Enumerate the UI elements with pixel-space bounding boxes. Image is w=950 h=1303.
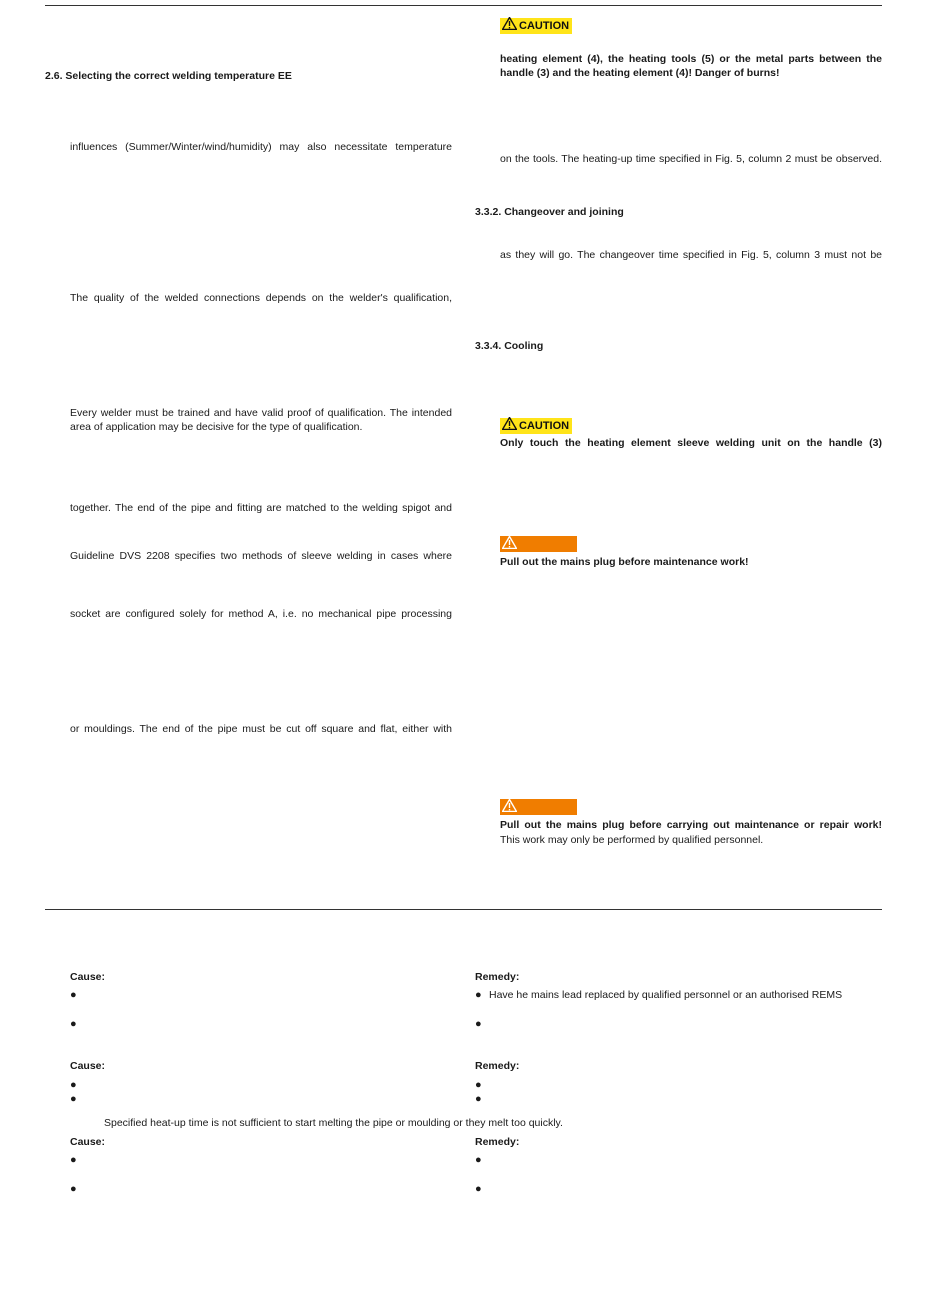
caution-label-1: [500, 18, 572, 34]
fault2-cause-label: Cause:: [70, 1060, 106, 1072]
fault2-remedy-label: Remedy:: [475, 1060, 520, 1072]
paragraph-changeover: as they will go. The changeover time specified in Fig. 5, column 3 must not be: [500, 249, 882, 261]
paragraph-heatup-time: on the tools. The heating-up time specified in Fig. 5, column 2 must be observed.: [500, 153, 882, 165]
warning-label-1: [500, 536, 577, 552]
top-rule: [45, 5, 882, 6]
fault3-remedy-bullet-2: ●: [475, 1183, 482, 1195]
paragraph-temperature-influences: influences (Summer/Winter/wind/humidity) may also necessitate temperature: [70, 141, 452, 153]
fault3-cause-bullet-1: ●: [70, 1154, 77, 1166]
fault1-remedy-bullet-2: ●: [475, 1018, 482, 1030]
section-heading-2-6: 2.6. Selecting the correct welding temperature EE: [45, 70, 292, 82]
paragraph-pipe-fitting: together. The end of the pipe and fitting are matched to the welding spigot and: [70, 502, 452, 514]
fault2-remedy-bullet-2: ●: [475, 1093, 482, 1105]
fault3-remedy-label: Remedy:: [475, 1136, 520, 1148]
fault1-remedy-label: Remedy:: [475, 971, 520, 983]
warning-triangle-icon: [502, 799, 517, 815]
heading-3-3-2: 3.3.2. Changeover and joining: [475, 206, 624, 218]
caution1-line1: heating element (4), the heating tools (5) or the metal parts between the: [500, 53, 882, 65]
paragraph-method-a: socket are configured solely for method A, i.e. no mechanical pipe processing: [70, 608, 452, 620]
fault1-cause-bullet-1: ●: [70, 989, 77, 1001]
warning2-subtext: This work may only be performed by qualified personnel.: [500, 834, 764, 846]
fault3-heading: Specified heat-up time is not sufficient to start melting the pipe or moulding or they melt too quickly.: [104, 1117, 563, 1129]
fault2-remedy-bullet-1: ●: [475, 1079, 482, 1091]
warning-triangle-icon: [502, 17, 519, 35]
warning2-text: Pull out the mains plug before carrying out maintenance or repair work!: [500, 819, 882, 831]
fault1-remedy-bullet-1: ●: [475, 989, 482, 1001]
caution-text: CAUTION: [519, 420, 570, 432]
heading-3-3-4: 3.3.4. Cooling: [475, 340, 544, 352]
warning-label-2: [500, 799, 577, 815]
paragraph-weld-quality: The quality of the welded connections depends on the welder's qualification,: [70, 292, 452, 304]
paragraph-qualification-line1: Every welder must be trained and have valid proof of qualification. The intended: [70, 407, 452, 419]
fault2-cause-bullet-2: ●: [70, 1093, 77, 1105]
paragraph-qualification-line2: area of application may be decisive for the type of qualification.: [70, 421, 363, 433]
section-rule: [45, 909, 882, 910]
paragraph-pipe-cut: or mouldings. The end of the pipe must be cut off square and flat, either with: [70, 723, 452, 735]
warning-triangle-icon: [502, 417, 519, 435]
caution-text: CAUTION: [519, 20, 570, 32]
caution-label-2: [500, 418, 572, 434]
fault2-cause-bullet-1: ●: [70, 1079, 77, 1091]
fault1-cause-bullet-2: ●: [70, 1018, 77, 1030]
warning1-text: Pull out the mains plug before maintenance work!: [500, 556, 749, 568]
warning-triangle-icon: [502, 536, 517, 552]
fault3-remedy-bullet-1: ●: [475, 1154, 482, 1166]
fault3-cause-bullet-2: ●: [70, 1183, 77, 1195]
caution2-text: Only touch the heating element sleeve welding unit on the handle (3): [500, 437, 882, 449]
paragraph-dvs-2208: Guideline DVS 2208 specifies two methods of sleeve welding in cases where: [70, 550, 452, 562]
fault1-remedy-item-1: Have he mains lead replaced by qualified personnel or an authorised REMS: [489, 989, 843, 1001]
caution1-line2: handle (3) and the heating element (4)! Danger of burns!: [500, 67, 780, 79]
fault3-cause-label: Cause:: [70, 1136, 106, 1148]
fault1-cause-label: Cause:: [70, 971, 106, 983]
